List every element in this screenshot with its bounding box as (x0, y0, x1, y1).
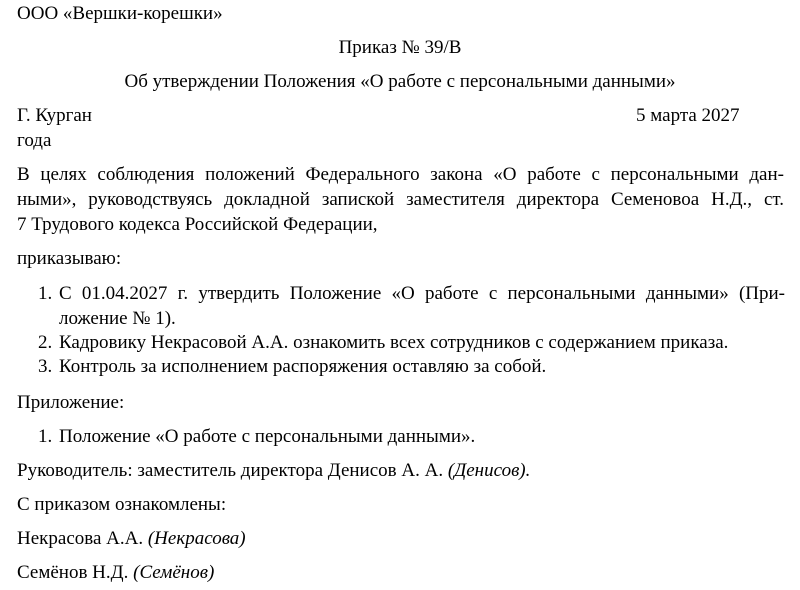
order-city: Г. Курган (17, 105, 92, 126)
head-signature-line (17, 460, 530, 482)
attachment-label: Приложение: (17, 392, 125, 413)
acquainted-row (17, 562, 214, 584)
order-title: Приказ № 39/В (338, 37, 462, 58)
order-subject: Об утверждении Положения «О работе с персональными данными» (124, 71, 676, 92)
preamble-line-2: ными», руководствуясь докладной запиской заместителя директора Семеновоа Н.Д., ст. (17, 189, 784, 210)
acquainted-signature: (Семёнов) (133, 562, 215, 583)
preamble-line-1: В целях соблюдения положений Федерального закона «О работе с персональными дан- (17, 164, 784, 185)
order-date: 5 марта 2027 (636, 105, 740, 126)
list-item-text-continued: ложение № 1). (59, 308, 176, 329)
list-item-number: 1. (38, 283, 53, 304)
list-item-text: Кадровику Некрасовой А.А. ознакомить всех сотрудников с содержанием приказа. (59, 332, 729, 353)
list-item-text: С 01.04.2027 г. утвердить Положение «О работе с персональными данными» (При- (59, 283, 785, 304)
list-item-number: 3. (38, 356, 53, 377)
head-text: Руководитель: заместитель директора Денисов А. А. (17, 460, 448, 481)
list-item-number: 2. (38, 332, 53, 353)
order-word: приказываю: (17, 248, 122, 269)
acquainted-row (17, 528, 246, 550)
order-date-year: года (17, 130, 52, 151)
acquainted-name: Некрасова А.А. (17, 528, 148, 549)
attachment-number: 1. (38, 426, 53, 447)
organization-name: ООО «Вершки-корешки» (17, 3, 223, 24)
attachment-text: Положение «О работе с персональными данными». (59, 426, 476, 447)
acquainted-label: С приказом ознакомлены: (17, 494, 227, 515)
acquainted-name: Семёнов Н.Д. (17, 562, 134, 583)
list-item-text: Контроль за исполнением распоряжения оставляю за собой. (59, 356, 547, 377)
preamble-line-3: 7 Трудового кодекса Российской Федерации, (17, 214, 378, 235)
head-signature: (Денисов). (447, 460, 531, 481)
acquainted-signature: (Некрасова) (147, 528, 246, 549)
